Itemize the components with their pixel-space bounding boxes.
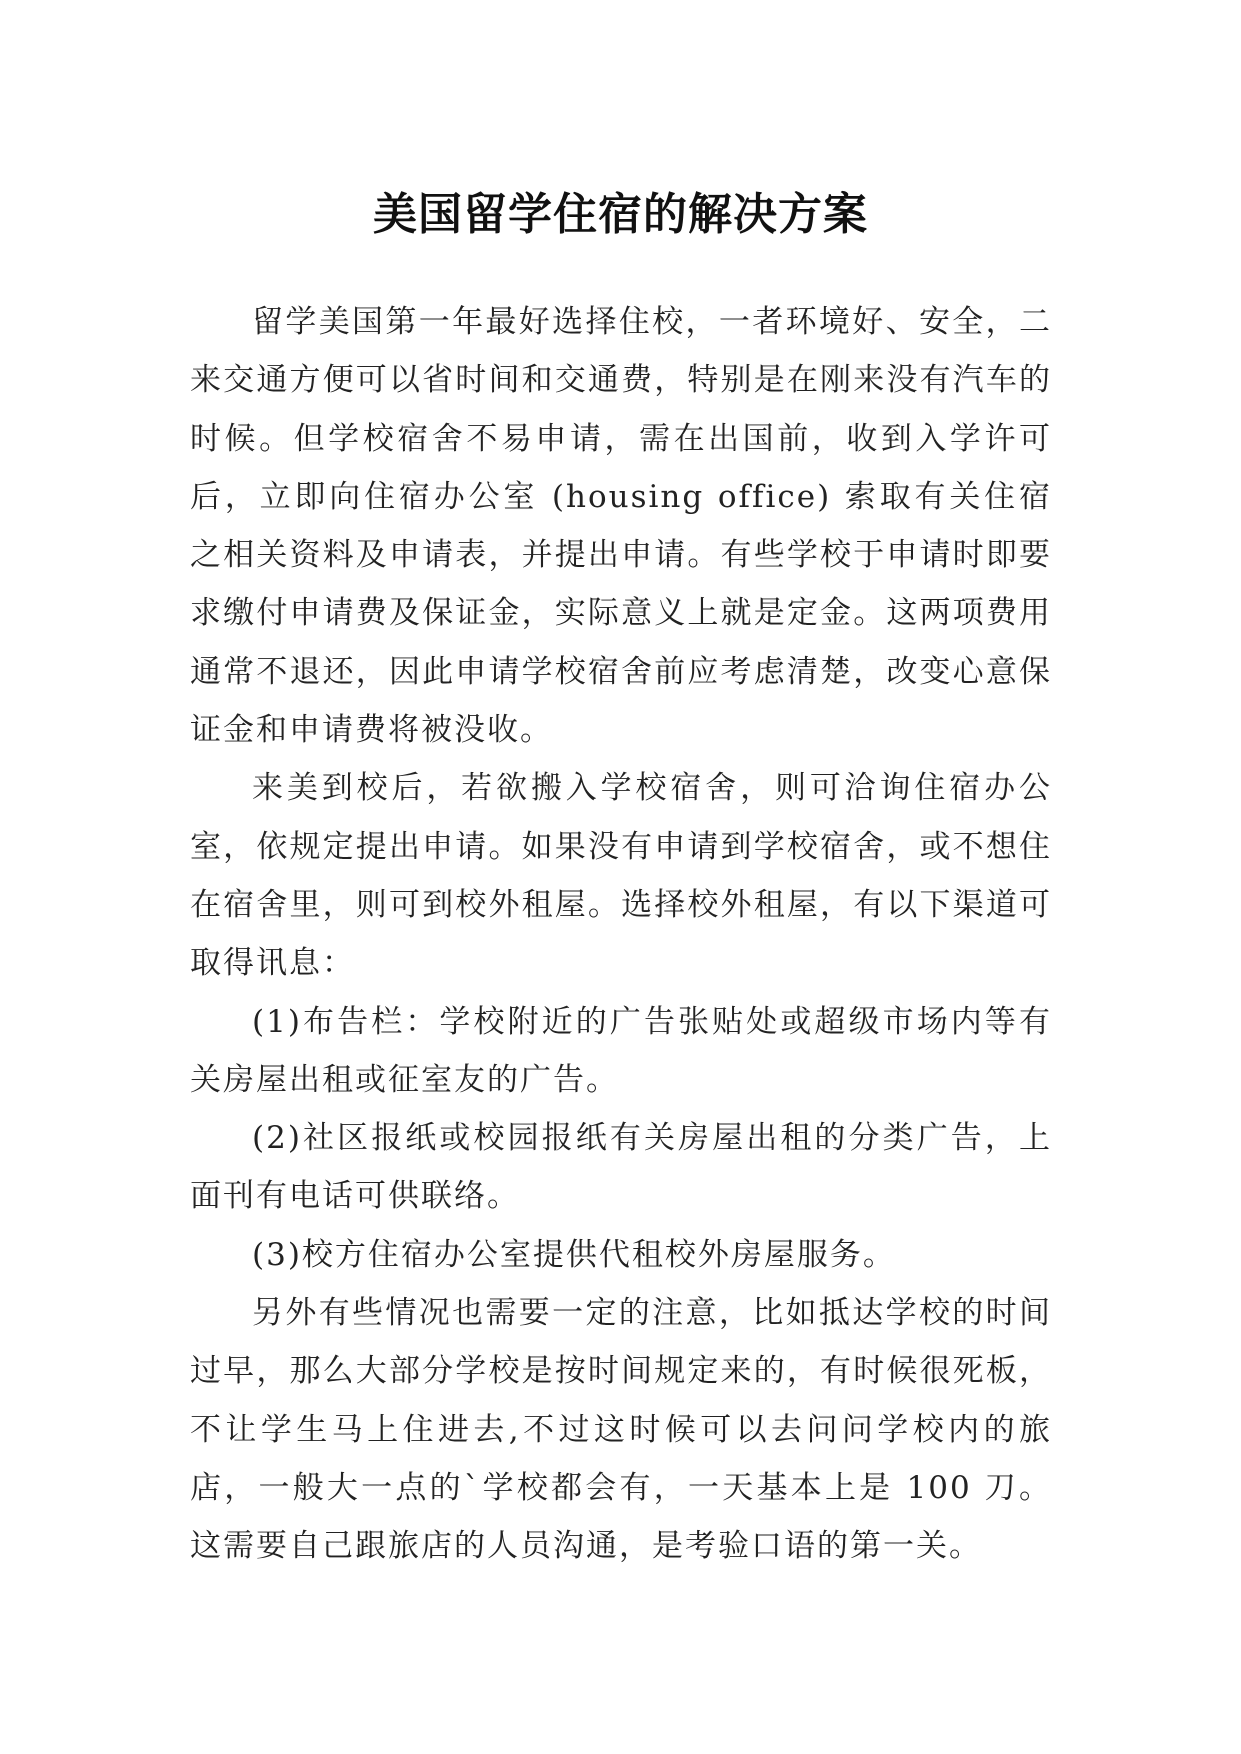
paragraph-intro: 留学美国第一年最好选择住校，一者环境好、安全，二来交通方便可以省时间和交通费，特别是在刚来没有汽车的时候。但学校宿舍不易申请，需在出国前，收到入学许可后，立即向住宿办公室 (housing office) 索取有关住宿之相关资料及申请表，并提出申请。有些学校于申请时即要求缴付申请费及保证金，实际意义上就是定金。这两项费用通常不退还，因此申请学校宿舍前应考虑清楚，改变心意保证金和申请费将被没收。 (190, 304, 1052, 749)
document-title: 美国留学住宿的解决方案 (373, 189, 868, 241)
paragraph-off-campus: 来美到校后，若欲搬入学校宿舍，则可洽询住宿办公室，依规定提出申请。如果没有申请到学校宿舍，或不想住在宿舍里，则可到校外租屋。选择校外租屋，有以下渠道可取得讯息： (190, 770, 1052, 982)
paragraph-early-arrival: 另外有些情况也需要一定的注意，比如抵达学校的时间过早，那么大部分学校是按时间规定来的，有时候很死板，不让学生马上住进去,不过这时候可以去问问学校内的旅店，一般大一点的`学校都会有，一天基本上是 100 刀。这需要自己跟旅店的人员沟通，是考验口语的第一关。 (190, 1295, 1052, 1565)
document-body (190, 293, 1052, 1576)
list-item-newspaper-ads: (2)社区报纸或校园报纸有关房屋出租的分类广告，上面刊有电话可供联络。 (190, 1120, 1052, 1215)
list-item-housing-office: (3)校方住宿办公室提供代租校外房屋服务。 (252, 1236, 896, 1273)
list-item-bulletin-board: (1)布告栏：学校附近的广告张贴处或超级市场内等有关房屋出租或征室友的广告。 (190, 1003, 1052, 1098)
